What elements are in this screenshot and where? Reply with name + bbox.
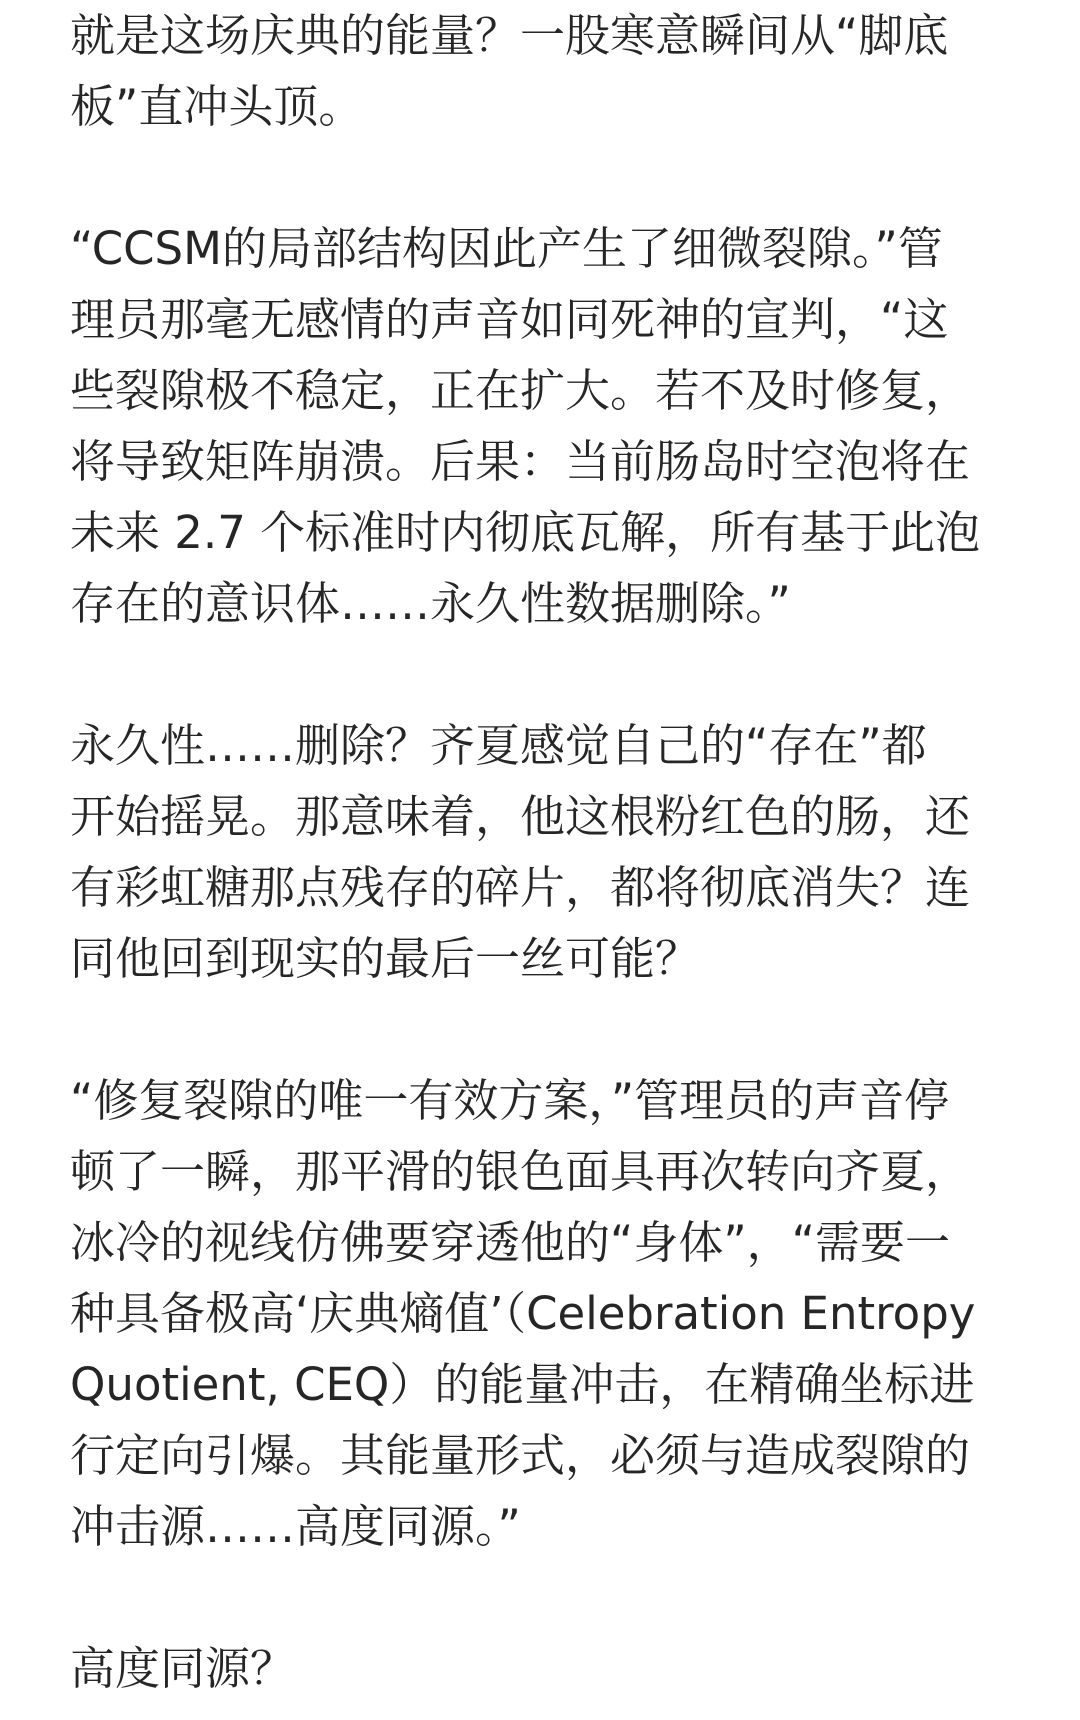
text-line: 种具备极高‘庆典熵值’（Celebration Entropy bbox=[70, 1287, 976, 1340]
text-line: 高度同源？ bbox=[70, 1642, 296, 1695]
text-line: Quotient, CEQ）的能量冲击，在精确坐标进 bbox=[70, 1358, 975, 1411]
paragraph bbox=[70, 1065, 1020, 1562]
paragraph-gap bbox=[70, 994, 1020, 1065]
paragraph bbox=[70, 213, 1020, 639]
text-line: 同他回到现实的最后一丝可能？ bbox=[70, 932, 701, 985]
text-line: 就是这场庆典的能量？一股寒意瞬间从“脚底 bbox=[70, 9, 949, 62]
text-line: 未来 2.7 个标准时内彻底瓦解，所有基于此泡 bbox=[70, 506, 981, 559]
text-line: 冲击源……高度同源。” bbox=[70, 1500, 521, 1553]
paragraph bbox=[70, 710, 1020, 994]
text-line: “CCSM的局部结构因此产生了细微裂隙。”管 bbox=[70, 222, 943, 275]
text-line: 理员那毫无感情的声音如同死神的宣判，“这 bbox=[70, 293, 949, 346]
text-line: 冰冷的视线仿佛要穿透他的“身体”，“需要一 bbox=[70, 1216, 950, 1269]
text-line: 永久性……删除？齐夏感觉自己的“存在”都 bbox=[70, 719, 927, 772]
article-body bbox=[70, 0, 1020, 1704]
text-line: 行定向引爆。其能量形式，必须与造成裂隙的 bbox=[70, 1429, 971, 1482]
text-line: 开始摇晃。那意味着，他这根粉红色的肠，还 bbox=[70, 790, 971, 843]
text-line: 顿了一瞬，那平滑的银色面具再次转向齐夏， bbox=[70, 1145, 971, 1198]
paragraph-gap bbox=[70, 1562, 1020, 1633]
text-line: 有彩虹糖那点残存的碎片，都将彻底消失？连 bbox=[70, 861, 971, 914]
text-line: “修复裂隙的唯一有效方案，”管理员的声音停 bbox=[70, 1074, 950, 1127]
paragraph bbox=[70, 1633, 1020, 1704]
text-line: 存在的意识体……永久性数据删除。” bbox=[70, 577, 791, 630]
text-line: 将导致矩阵崩溃。后果：当前肠岛时空泡将在 bbox=[70, 435, 971, 488]
paragraph-gap bbox=[70, 639, 1020, 710]
paragraph-gap bbox=[70, 142, 1020, 213]
text-line: 板”直冲头顶。 bbox=[70, 80, 364, 133]
paragraph bbox=[70, 0, 1020, 142]
text-line: 些裂隙极不稳定，正在扩大。若不及时修复， bbox=[70, 364, 971, 417]
